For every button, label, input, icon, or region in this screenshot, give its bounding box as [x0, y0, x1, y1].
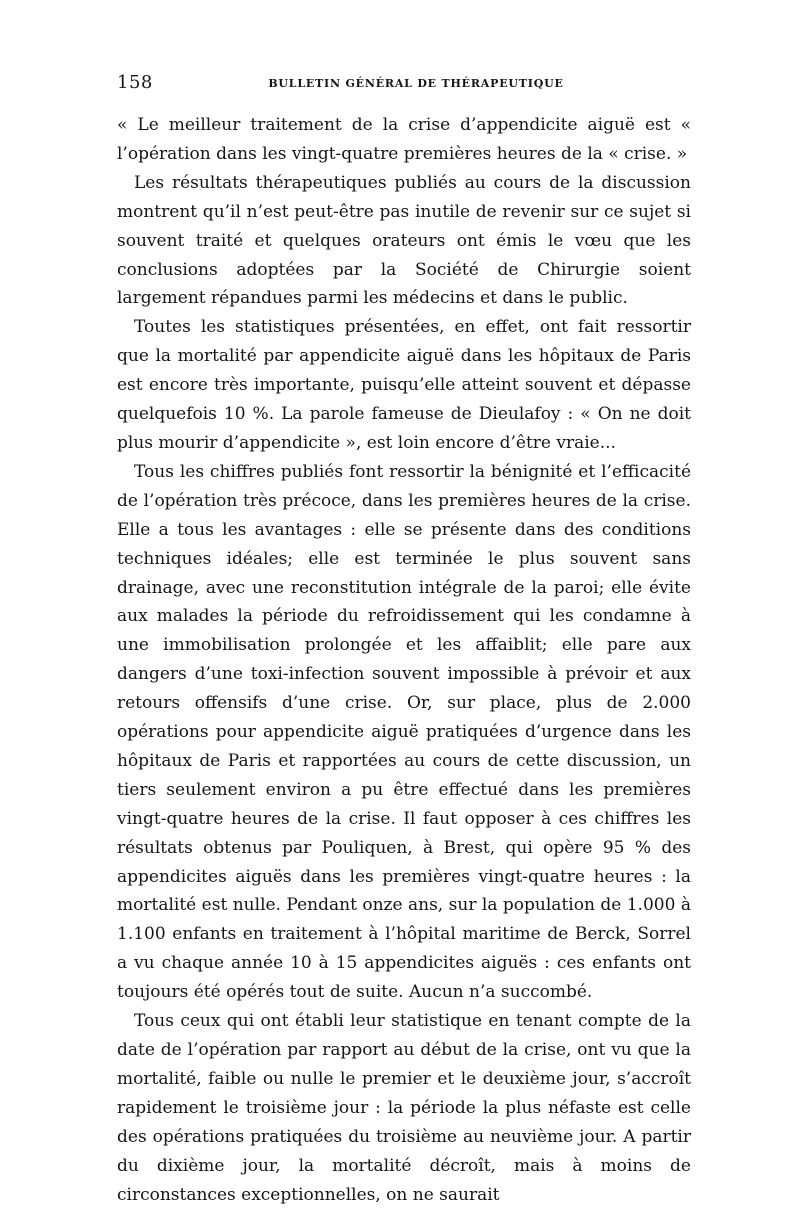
paragraph-early-operation: Tous les chiffres publiés font ressortir la bénignité et l’efficacité de l’opération très précoce, dans les premières heures de la crise. Elle a tous les avantages : elle se présente dans des conditions techniques idéales; elle est terminée le plus souvent sans drainage, avec une reconstitution intégrale de la paroi; elle évite aux malades la période du refroidissement qui les condamne à une immobilisation prolongée et les affaiblit; elle pare aux dangers d’une toxi-infection souvent impossible à prévoir et aux retours offensifs d’une crise. Or, sur place, plus de 2.000 opérations pour appendicite aiguë pratiquées d’urgence dans les hôpitaux de Paris et rapportées au cours de cette discussion, un tiers seulement environ a pu être effectué dans les premières vingt-quatre heures de la crise. Il faut opposer à ces chiffres les résultats obtenus par Pouliquen, à Brest, qui opère 95 % des appendicites aiguës dans les premières vingt-quatre heures : la mortalité est nulle. Pendant onze ans, sur la population de 1.000 à 1.100 enfants en traitement à l’hôpital maritime de Berck, Sorrel a vu chaque année 10 à 15 appendicites aiguës : ces enfants ont toujours été opérés tout de suite. Aucun n’a succombé.	[117, 461, 691, 1003]
paragraph-operation-timing: Tous ceux qui ont établi leur statistique en tenant compte de la date de l’opération par rapport au début de la crise, ont vu que la mortalité, faible ou nulle le premier et le deuxième jour, s’accroît rapidement le troisième jour : la période la plus néfaste est celle des opérations pratiquées du troisième au neuvième jour. A partir du dixième jour, la mortalité décroît, mais à moins de circonstances exceptionnelles, on ne saurait	[117, 1011, 691, 1205]
quote-paragraph: « Le meilleur traitement de la crise d’appendicite aiguë est « l’opération dans les vingt-quatre premières heures de la « crise. »	[117, 115, 691, 164]
journal-title: BULLETIN GÉNÉRAL DE THÉRAPEUTIQUE	[268, 77, 564, 90]
paragraph-discussion-results: Les résultats thérapeutiques publiés au cours de la discussion montrent qu’il n’est peut-être pas inutile de revenir sur ce sujet si souvent traité et quelques orateurs ont émis le vœu que les conclusions adoptées par la Société de Chirurgie soient largement répandues parmi les médecins et dans le public.	[117, 172, 691, 309]
running-header	[117, 72, 691, 102]
paragraph-statistics: Toutes les statistiques présentées, en effet, ont fait ressortir que la mortalité par appendicite aiguë dans les hôpitaux de Paris est encore très importante, puisqu’elle atteint souvent et dépasse quelquefois 10 %. La parole fameuse de Dieulafoy : « On ne doit plus mourir d’appendicite », est loin encore d’être vraie...	[117, 317, 691, 453]
book-page	[117, 72, 691, 1209]
body-text	[117, 111, 691, 1209]
page-number: 158	[117, 72, 153, 93]
